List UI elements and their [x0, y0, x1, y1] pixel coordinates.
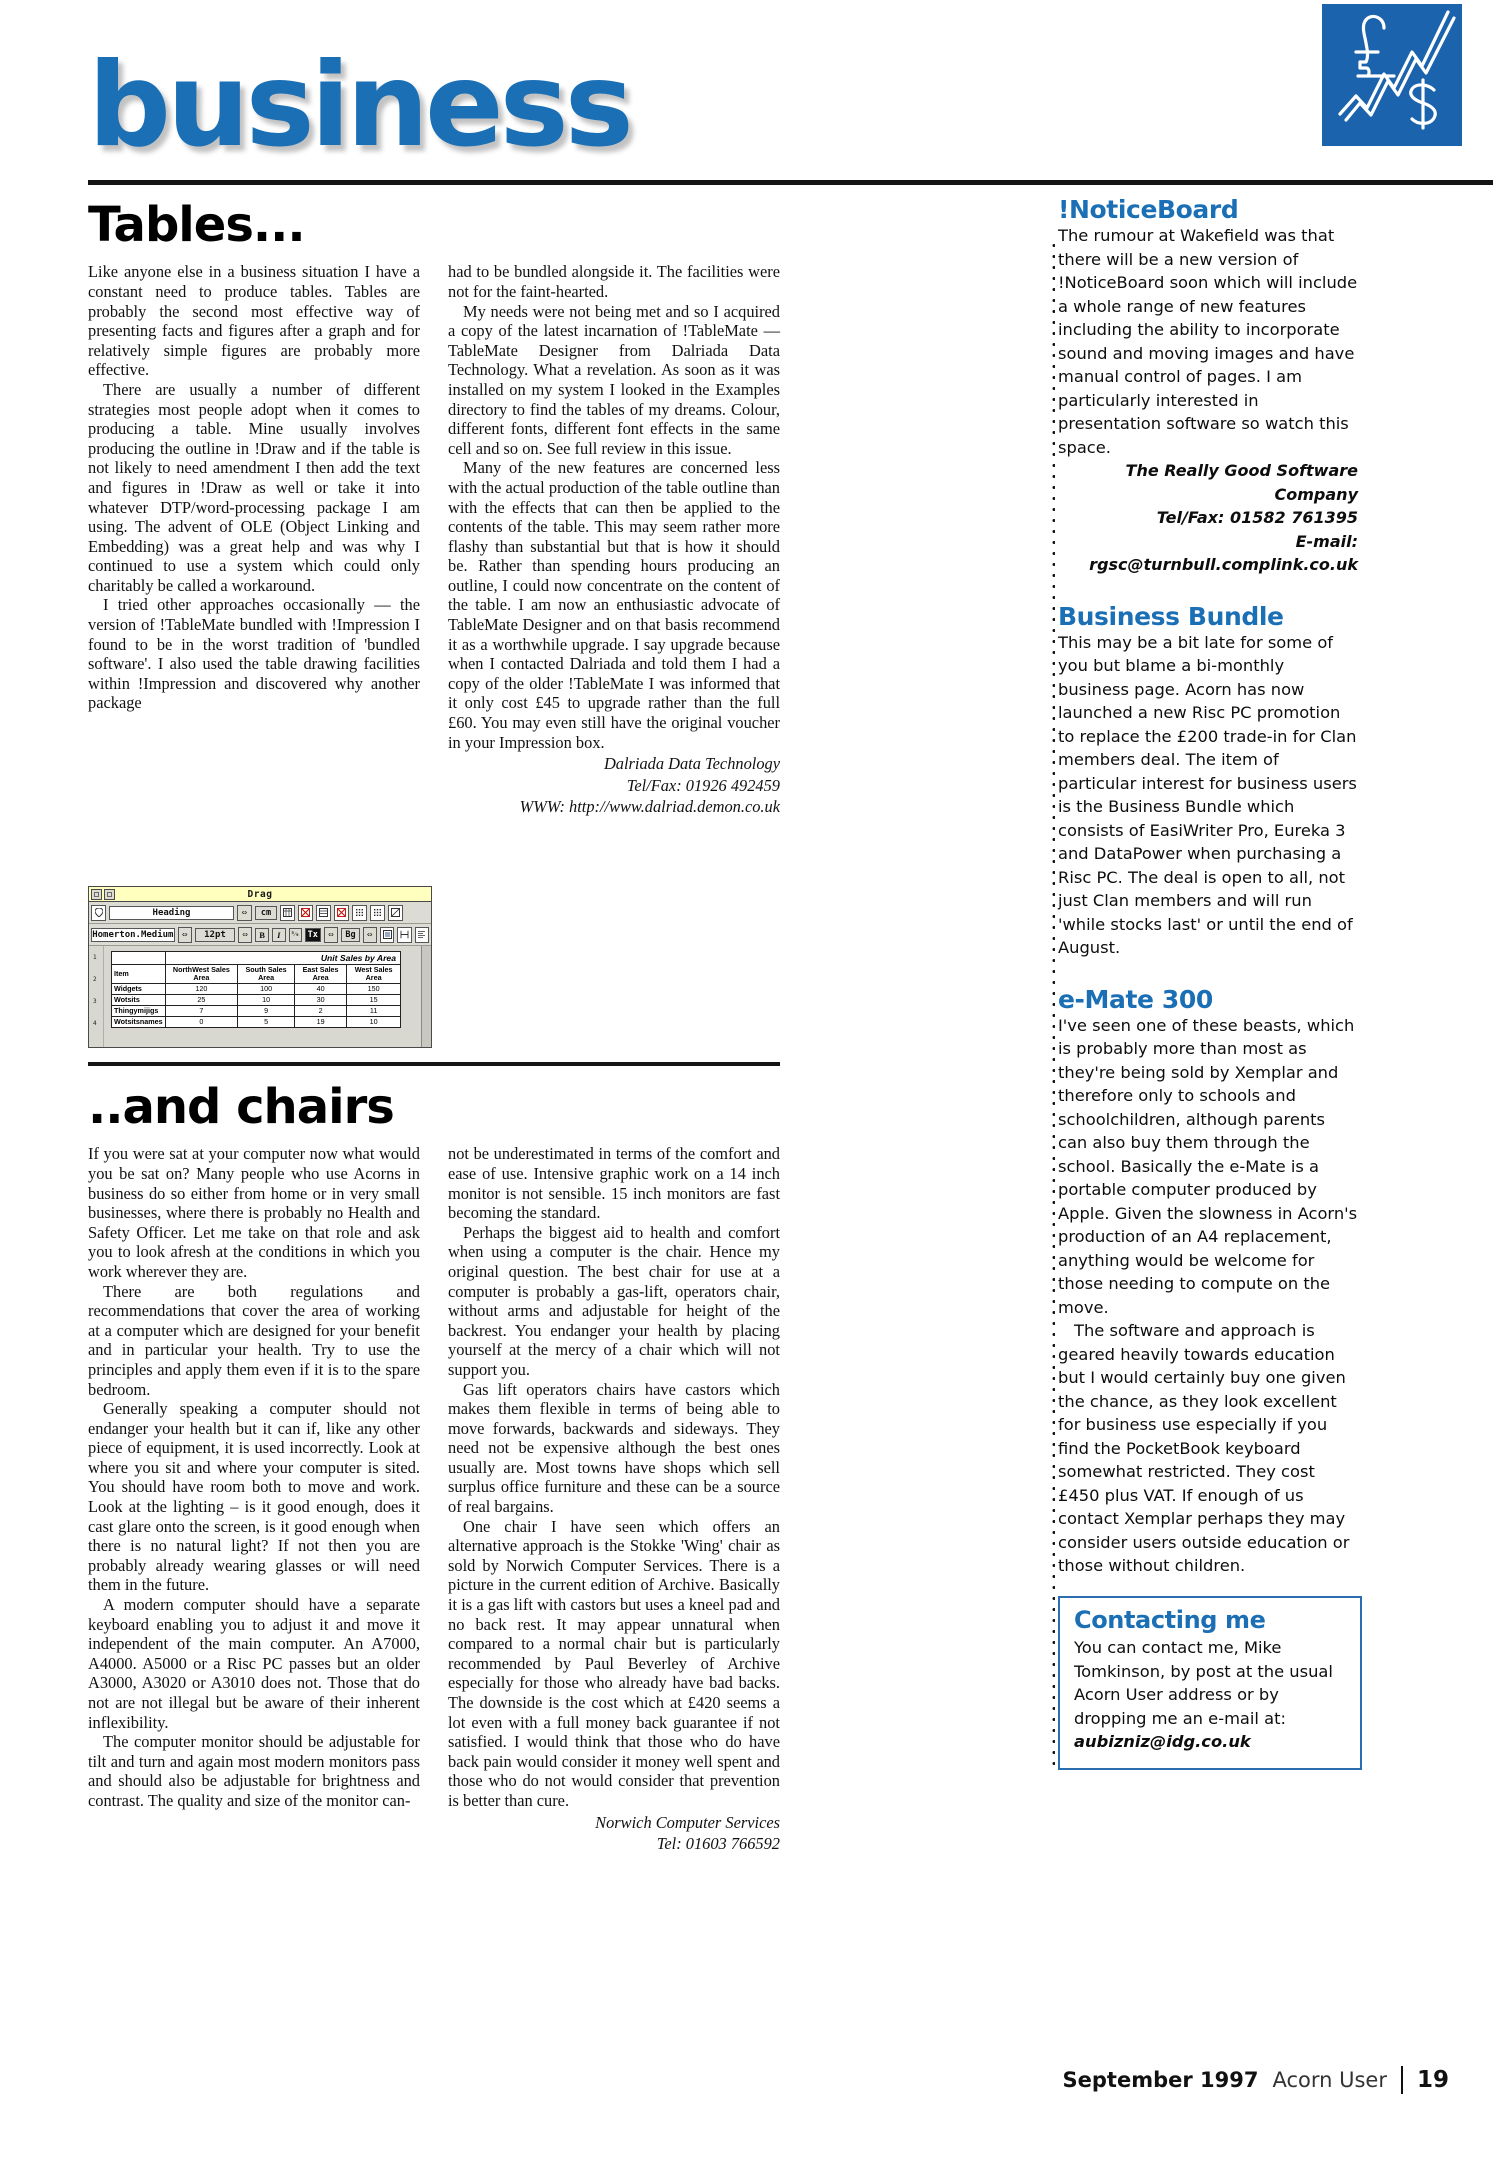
cell: 2 [294, 1006, 346, 1017]
units-button[interactable]: cm [255, 906, 277, 920]
column-header: South Sales Area [238, 965, 295, 984]
cell: 100 [238, 984, 295, 995]
window-titlebar[interactable] [89, 887, 431, 902]
masthead-rule [88, 180, 1493, 185]
cell: 10 [347, 1017, 401, 1028]
table-row [112, 1017, 401, 1028]
row-label: Wotsits [112, 995, 166, 1006]
table-row [112, 984, 401, 995]
italic-button[interactable]: I [272, 928, 286, 942]
paragraph: Many of the new features are concerned less with the actual production of the table outline than with the effects that can then be applied to the contents of the table. This may seem rather more flashy than substantial but that is how it should be. Rather than spending hours producing an outline, I could now concentrate on the content of the table. I am now an enthusiastic advocate of TableMate Designer and on that basis recommend it as a worthwhile upgrade. I say upgrade because when I contacted Dalriada and told them I had a copy of the older !TableMate I was informed that it only cost £45 to upgrade rather than the full £60. You may even still have the original voucher in your Impression box. [448, 458, 780, 752]
row-label: Widgets [112, 984, 166, 995]
paragraph: If you were sat at your computer now what would you be sat on? Many people who use Acorns in business do so either from home or in very small businesses, where there is probably no Health and Safety Officer. Let me take on that role and ask you to look afresh at the conditions in which you work wherever they are. [88, 1144, 420, 1281]
window-title: Drag [247, 888, 273, 900]
noticeboard-credit: The Really Good Software Company [1125, 461, 1358, 504]
background-colour-button[interactable]: Bg [341, 928, 359, 942]
section-title: business [88, 38, 630, 173]
vertical-scrollbar[interactable] [421, 946, 431, 1048]
paragraph: Like anyone else in a business situation I have a constant need to produce tables. Tables are probably the second most effective way of presenting facts and figures after a graph and for relatively simple figures are probably more effective. [88, 262, 420, 380]
dot-grid-alt-icon[interactable] [370, 905, 385, 921]
issue-date: September 1997 [1062, 2068, 1259, 2092]
delete-cell-icon[interactable] [298, 905, 313, 921]
emate-body: I've seen one of these beasts, which is probably more than most as they're being sold by Xemplar and therefore only to schools and schoolchildren, although parents can also buy them through the school. Basically the e-Mate is a portable computer produced by Apple. Given the slowness in Acorn's production of an A4 replacement, anything would be welcome for those needing to compute on the move. [1058, 1015, 1358, 1317]
column-header: Item [112, 965, 166, 984]
cell: 5 [238, 1017, 295, 1028]
paragraph: Gas lift operators chairs have castors which makes them flexible in terms of being able to move forwards, backwards and sideways. They need not be expensive although the best ones usually are. Most towns have shops which sell surplus office furniture and these can be a source of real bargains. [448, 1379, 780, 1517]
signature-line: Dalriada Data Technology [603, 754, 780, 774]
fraction-button[interactable]: ⁵⁄₉ [289, 928, 302, 942]
dot-grid-icon[interactable] [352, 905, 367, 921]
vertical-ruler: 1 2 3 4 [89, 946, 104, 1048]
table-row [112, 995, 401, 1006]
cell: 25 [165, 995, 238, 1006]
row-label: Wotsitsnames [112, 1017, 166, 1028]
delete-row-icon[interactable] [334, 905, 349, 921]
sidebar-section-emate [1058, 986, 1358, 1578]
table-caption: Unit Sales by Area [165, 952, 400, 965]
paragraph: Generally speaking a computer should not endanger your health but it can if, like any other piece of equipment, it is used incorrectly. Look at where you sit and where your computer is sited. You should have room both to move and work. Look at the lighting – is it good enough, does it cast glare onto the screen, is it good enough when there is no natural light? If not then you are probably already wearing glasses or will need them in the future. [88, 1399, 420, 1595]
sidebar-dotted-divider [1052, 240, 1055, 1770]
align-icon[interactable] [415, 927, 429, 943]
cell: 9 [238, 1006, 295, 1017]
column-header: East Sales Area [294, 965, 346, 984]
cell-size-icon[interactable] [397, 927, 411, 943]
signature-line: Norwich Computer Services [595, 1812, 780, 1832]
table-header-row [112, 965, 401, 984]
business-bundle-heading: Business Bundle [1058, 601, 1284, 631]
noticeboard-body: The rumour at Wakefield was that there will be a new version of !NoticeBoard soon which will include a whole range of new features including the ability to incorporate sound and moving images and have manual control of pages. I am particularly interested in presentation software so watch this space. [1058, 226, 1358, 457]
contacting-body: You can contact me, Mike Tomkinson, by post at the usual Acorn User address or by dropping me an e-mail at: [1074, 1638, 1333, 1728]
cell: 19 [294, 1017, 346, 1028]
style-popup-icon[interactable]: ⇔ [237, 905, 252, 921]
style-toolbar [89, 902, 431, 924]
cell: 120 [165, 984, 238, 995]
article-chairs [88, 1072, 780, 1854]
paragraph: There are usually a number of different strategies most people adopt when it comes to producing a table. Mine usually involves producing the outline in !Draw and if the table is not likely to need amendment I then add the text and figures in !Draw as well or take it into whatever DTP/word-processing package I am using. The advent of OLE (Object Linking and Embedding) was a great help and was why I continued to use a system which could only charitably be called a workaround. [88, 379, 420, 595]
contacting-me-box [1058, 1596, 1362, 1770]
column-header: NorthWest Sales Area [165, 965, 238, 984]
row-label: Thingymijigs [112, 1006, 166, 1017]
paragraph: I tried other approaches occasionally — the version of !TableMate bundled with !Impression I found to be in the worst tradition of 'bundled software'. I also used the table drawing facilities within !Impression and discovered why another package [88, 595, 420, 713]
table-row [112, 1006, 401, 1017]
tablemate-screenshot-window [88, 886, 432, 1048]
paragraph: not be underestimated in terms of the comfort and ease of use. Intensive graphic work on a 14 inch monitor is not sensible. 15 inch monitors are fast becoming the standard. [448, 1144, 780, 1223]
style-menu-icon[interactable] [91, 905, 106, 921]
emate-body: The software and approach is geared heavily towards education but I would certainly buy one given the chance, as they look excellent for business use especially if you find the PocketBook keyboard somewhat restricted. They cost £450 plus VAT. If enough of us contact Xemplar perhaps they may consider users outside education or those without children. [1058, 1321, 1350, 1575]
chairs-column-1 [88, 1144, 420, 1853]
magazine-name: Acorn User [1272, 2068, 1387, 2092]
cell: 0 [165, 1017, 238, 1028]
table-grid-icon[interactable] [280, 905, 295, 921]
column-header: West Sales Area [347, 965, 401, 984]
page-title: Tables... [88, 197, 305, 253]
cell: 150 [347, 984, 401, 995]
font-popup-icon[interactable]: ⇔ [178, 927, 192, 943]
cell: 7 [165, 1006, 238, 1017]
cell: 11 [347, 1006, 401, 1017]
masthead [0, 0, 1507, 190]
paragraph: There are both regulations and recommendations that cover the area of working at a computer which are designed for your benefit and in particular your health. Try to use the principles and apply them even if it is to the spare bedroom. [88, 1281, 420, 1399]
signature-line: WWW: http://www.dalriad.demon.co.uk [519, 797, 780, 817]
paragraph: One chair I have seen which offers an alternative approach is the Stokke 'Wing' chair as sold by Norwich Computer Services. There is a picture in the current edition of Archive. Basically it is a gas lift with castors but uses a kneel pad and no back rest. It may appear unnatural when compared to a normal chair but is particularly recommended by Paul Beverley of Archive especially for those who already have bad backs. The downside is the cost which at £420 seems a lot even with a full money back guarantee if not satisfied. I would think that those who do have back pain would consider it money well spent and those who do not would consider that prevention is better than cure. [448, 1516, 780, 1810]
font-name-field[interactable]: Homerton.Medium [92, 929, 174, 940]
sidebar-section-noticeboard [1058, 196, 1358, 577]
contacting-email[interactable]: aubizniz@idg.co.uk [1074, 1732, 1251, 1752]
style-name-field[interactable]: Heading [109, 906, 234, 920]
paragraph: had to be bundled alongside it. The facilities were not for the faint-hearted. [448, 262, 780, 301]
contacting-heading: Contacting me [1074, 1605, 1266, 1634]
footer-divider [1401, 2066, 1403, 2094]
unit-sales-table [111, 951, 401, 1028]
signature-line: Tel/Fax: 01926 492459 [626, 775, 780, 795]
table-caption-row [112, 952, 401, 965]
font-size-field[interactable]: 12pt [195, 928, 235, 942]
paragraph: The computer monitor should be adjustable for tilt and turn and again most modern monitors pass and should also be adjustable for brightness and contrast. The quality and size of the monitor can- [88, 1732, 420, 1810]
crop-icon[interactable] [388, 905, 403, 921]
page-footer [1063, 2066, 1449, 2094]
bold-button[interactable]: B [255, 928, 269, 942]
business-bundle-body: This may be a bit late for some of you but blame a bi-monthly business page. Acorn has now launched a new Risc PC promotion to replace the £200 trade-in for Clan members deal. The item of particular interest for business users is the Business Bundle which consists of EasiWriter Pro, Eureka 3 and DataPower when purchasing a Risc PC. The deal is open to all, not just Clan members and will run 'while stocks last' or until the end of August. [1058, 632, 1357, 957]
paragraph: Perhaps the biggest aid to health and comfort when using a computer is the chair. Hence my original question. The best chair for use at a computer is probably a gas-lift, operators chair, without arms and adjustable for height of the backrest. You endanger your health by placing yourself at the mercy of a chair which will not support you. [448, 1222, 780, 1379]
background-colour-popup-icon[interactable]: ⇔ [363, 927, 377, 943]
sidebar-section-business-bundle [1058, 603, 1358, 960]
page-number: 19 [1416, 2067, 1449, 2093]
pound-dollar-growth-logo [1322, 4, 1462, 146]
cell: 15 [347, 995, 401, 1006]
article-tables [88, 196, 780, 817]
cell: 10 [238, 995, 295, 1006]
size-popup-icon[interactable]: ⇔ [238, 927, 252, 943]
cell: 30 [294, 995, 346, 1006]
cell-fill-icon[interactable] [380, 927, 394, 943]
paragraph: My needs were not being met and so I acquired a copy of the latest incarnation of !TableMate — TableMate Designer from Dalriada Data Technology. What a revelation. As soon as it was installed on my system I looked in the Examples directory to find the tables of my dreams. Colour, different fonts, different font effects in the same cell and so on. See full review in this issue. [448, 301, 780, 458]
noticeboard-heading: !NoticeBoard [1058, 195, 1239, 224]
document-canvas[interactable] [89, 946, 431, 1048]
text-colour-popup-icon[interactable]: ⇔ [324, 927, 338, 943]
chairs-column-2 [448, 1144, 780, 1853]
sidebar [1058, 196, 1358, 1770]
rows-icon[interactable] [316, 905, 331, 921]
tables-column-2 [448, 262, 780, 817]
emate-heading: e-Mate 300 [1058, 984, 1213, 1014]
noticeboard-credit: E-mail: rgsc@turnbull.complink.co.uk [1089, 531, 1358, 574]
cell: 40 [294, 984, 346, 995]
paragraph: A modern computer should have a separate keyboard enabling you to adjust it and move it independent of the main computer. An A7000, A4000. A5000 or a Risc PC passes but an older A3000, A3020 or A3010 does not. Those that do not are not illegal but be aware of their inherent inflexibility. [88, 1595, 420, 1732]
section-divider-rule [88, 1062, 780, 1066]
tables-column-1 [88, 262, 420, 817]
text-colour-button[interactable]: Tx [305, 928, 321, 942]
font-toolbar [89, 924, 431, 946]
noticeboard-credit: Tel/Fax: 01582 761395 [1156, 508, 1358, 527]
signature-line: Tel: 01603 766592 [656, 1834, 780, 1854]
page-subtitle: ..and chairs [88, 1079, 394, 1135]
